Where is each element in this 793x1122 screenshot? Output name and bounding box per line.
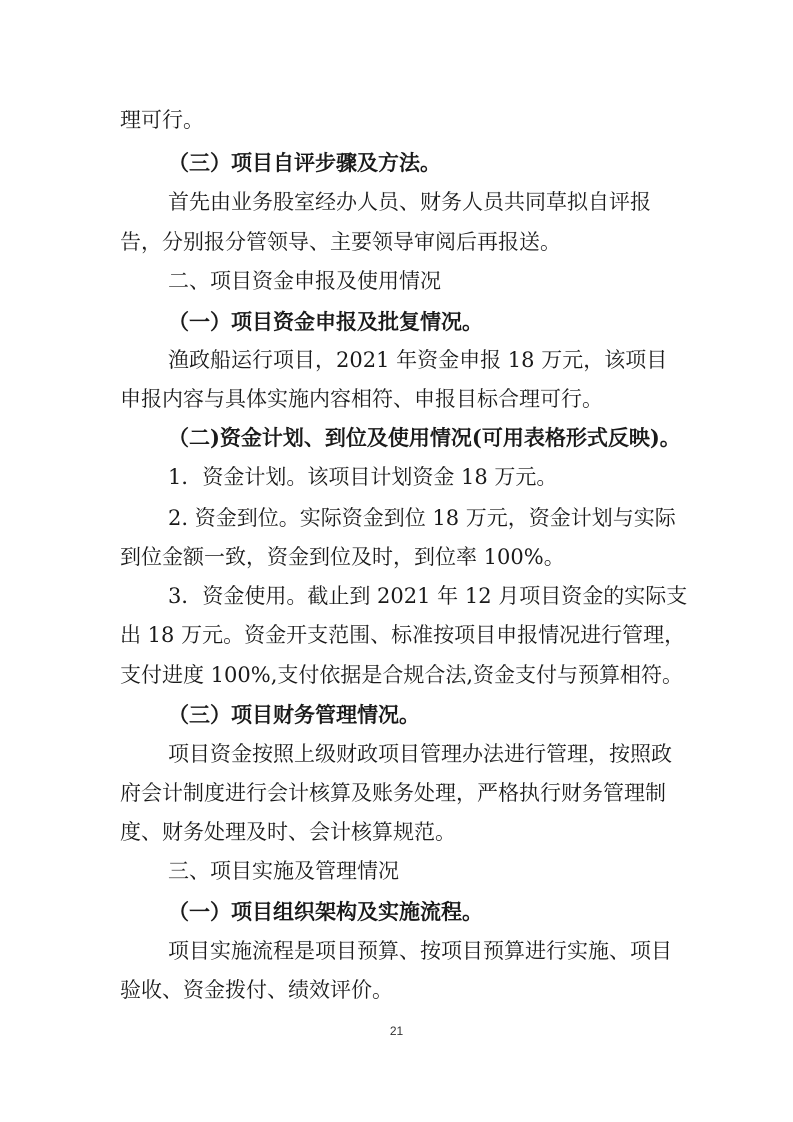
paragraph-line: 出 18 万元。资金开支范围、标准按项目申报情况进行管理，: [120, 623, 686, 647]
paragraph-line: 渔政船运行项目，2021 年资金申报 18 万元，该项目: [168, 348, 668, 372]
paragraph-line: 度、财务处理及时、会计核算规范。: [120, 820, 456, 844]
paragraph-line: 支付进度 100%,支付依据是合规合法,资金支付与预算相符。: [120, 663, 684, 687]
paragraph-line: 申报内容与具体实施内容相符、申报目标合理可行。: [120, 387, 603, 411]
paragraph-line: 验收、资金拨付、绩效评价。: [120, 978, 393, 1002]
paragraph-line: 理可行。: [120, 108, 204, 132]
paragraph-line: 项目实施流程是项目预算、按项目预算进行实施、项目: [168, 939, 672, 963]
section-heading: （三）项目财务管理情况。: [168, 702, 420, 727]
section-heading: （一）项目资金申报及批复情况。: [168, 309, 483, 334]
paragraph-line: 告，分别报分管领导、主要领导审阅后再报送。: [120, 230, 561, 254]
paragraph-line: 项目资金按照上级财政项目管理办法进行管理，按照政: [168, 742, 672, 766]
paragraph-line: 2. 资金到位。实际资金到位 18 万元，资金计划与实际: [168, 506, 676, 530]
paragraph-line: 1．资金计划。该项目计划资金 18 万元。: [168, 465, 558, 489]
page-number: 21: [389, 1024, 404, 1038]
chapter-heading: 三、项目实施及管理情况: [168, 859, 399, 883]
section-heading: （二)资金计划、到位及使用情况(可用表格形式反映)。: [168, 425, 681, 450]
chapter-heading: 二、项目资金申报及使用情况: [168, 269, 441, 293]
paragraph-line: 到位金额一致，资金到位及时，到位率 100%。: [120, 545, 565, 569]
section-heading: （一）项目组织架构及实施流程。: [168, 899, 483, 924]
section-heading: （三）项目自评步骤及方法。: [168, 150, 441, 175]
paragraph-line: 3．资金使用。截止到 2021 年 12 月项目资金的实际支: [168, 584, 688, 608]
paragraph-line: 首先由业务股室经办人员、财务人员共同草拟自评报: [168, 190, 651, 214]
paragraph-line: 府会计制度进行会计核算及账务处理，严格执行财务管理制: [120, 781, 666, 805]
